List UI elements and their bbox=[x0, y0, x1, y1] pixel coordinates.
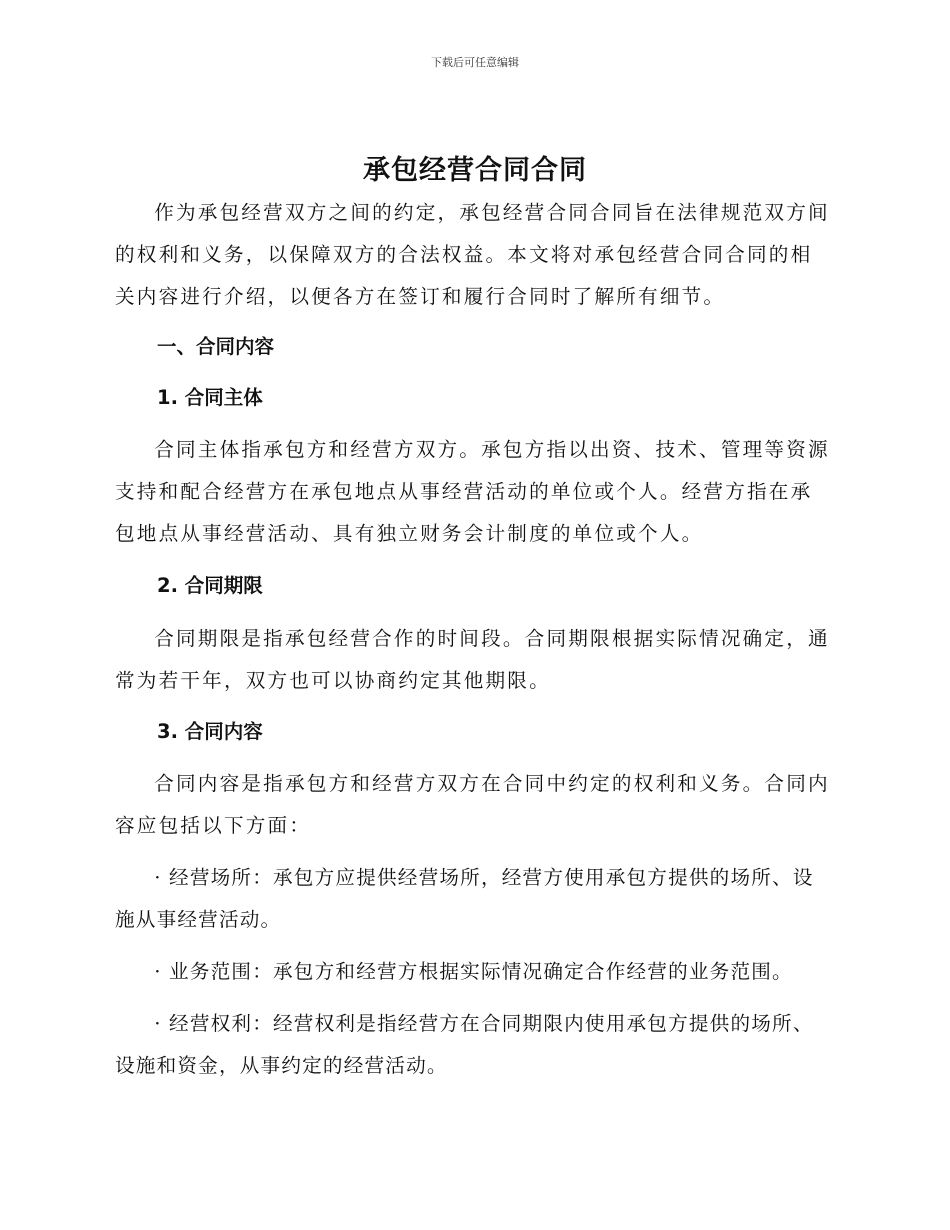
paragraph-contract-parties: 合同主体指承包方和经营方双方。承包方指以出资、技术、管理等资源支持和配合经营方在承包地点从事经营活动的单位或个人。经营方指在承包地点从事经营活动、具有独立财务会计制度的单位或个人。 bbox=[115, 438, 830, 545]
subheading-contract-parties: 1. 合同主体 bbox=[157, 386, 263, 409]
paragraph-contract-terms: 合同内容是指承包方和经营方双方在合同中约定的权利和义务。合同内容应包括以下方面： bbox=[115, 772, 830, 837]
list-item: · 经营权利：经营权利是指经营方在合同期限内使用承包方提供的场所、设施和资金，从事约定的经营活动。 bbox=[115, 1012, 814, 1077]
subheading-contract-terms: 3. 合同内容 bbox=[157, 720, 263, 743]
header-note: 下载后可任意编辑 bbox=[431, 56, 519, 69]
section-heading-contract-content: 一、合同内容 bbox=[157, 335, 275, 358]
document-title: 承包经营合同合同 bbox=[363, 155, 587, 186]
list-item: · 经营场所：承包方应提供经营场所，经营方使用承包方提供的场所、设施从事经营活动。 bbox=[115, 866, 814, 931]
paragraph-contract-term: 合同期限是指承包经营合作的时间段。合同期限根据实际情况确定，通常为若干年，双方也可以协商约定其他期限。 bbox=[115, 627, 830, 692]
subheading-contract-term: 2. 合同期限 bbox=[157, 574, 263, 597]
intro-paragraph: 作为承包经营双方之间的约定，承包经营合同合同旨在法律规范双方间的权利和义务，以保障双方的合法权益。本文将对承包经营合同合同的相关内容进行介绍，以便各方在签订和履行合同时了解所有细节。 bbox=[115, 201, 830, 308]
list-item: · 业务范围：承包方和经营方根据实际情况确定合作经营的业务范围。 bbox=[154, 960, 793, 983]
